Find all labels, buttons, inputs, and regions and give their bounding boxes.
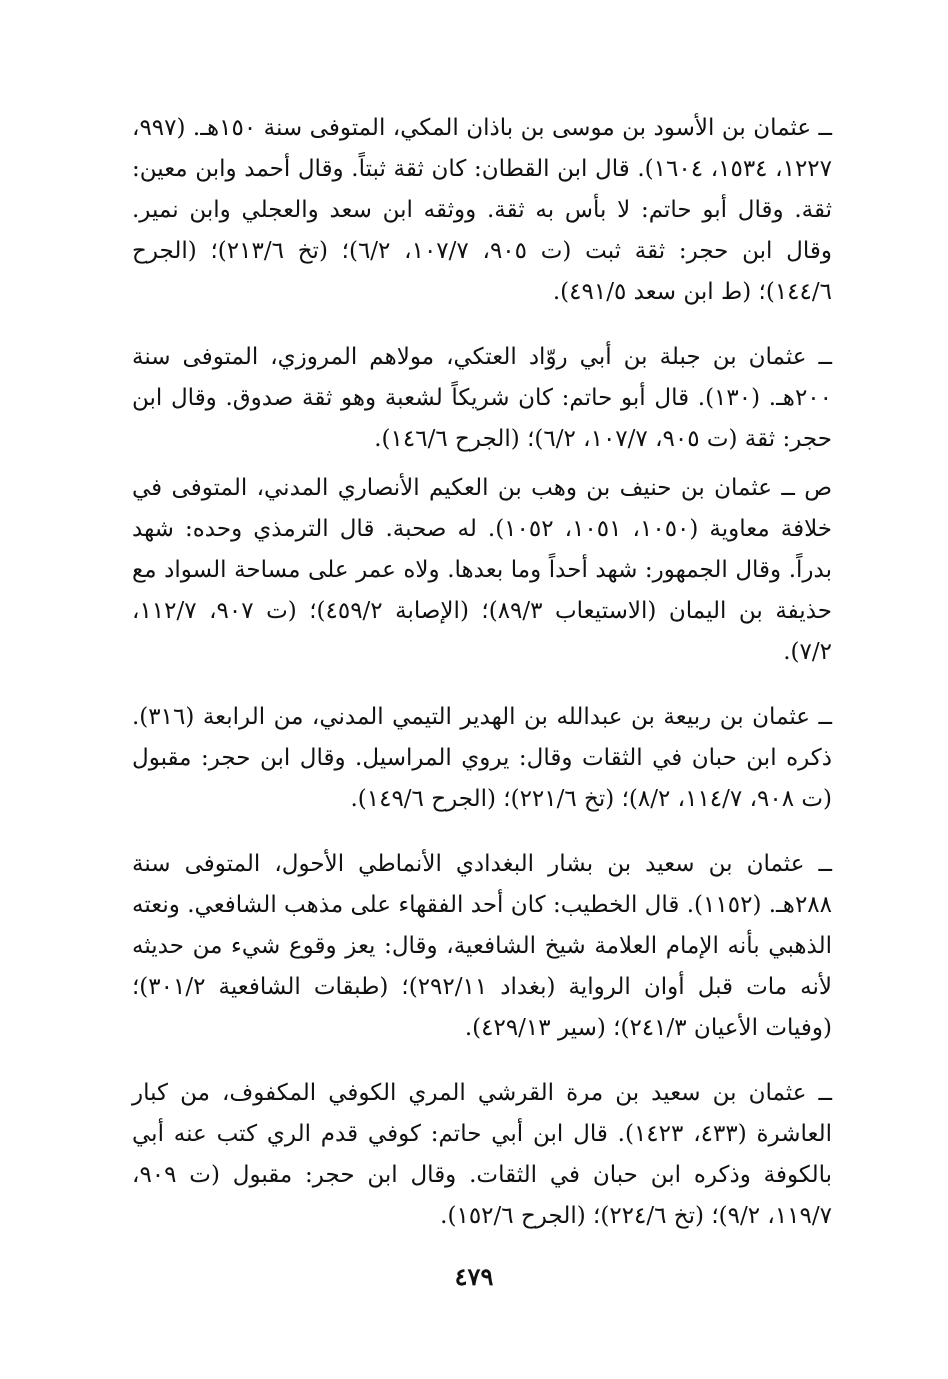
entry-uthman-ibn-said-ibn-bashar: ــ عثمان بن سعيد بن بشار البغدادي الأنماطي الأحول، المتوفى سنة ٢٨٨هـ. (١١٥٢). قال الخطيب: كان أحد الفقهاء على مذهب الشافعي. ونعته الذهبي بأنه الإمام العلامة شيخ الشافعية، وقال: يعز وقوع شيء من حديثه لأنه مات قبل أوان الرواية (بغداد ٢٩٢/١١)؛ (طبقات الشافعية ٣٠١/٢)؛ (وفيات الأعيان ٢٤١/٣)؛ (سير ٤٢٩/١٣). bbox=[132, 851, 832, 1041]
entry-spacer bbox=[132, 460, 832, 468]
entry-spacer bbox=[132, 313, 832, 337]
page-number: ٤٧٩ bbox=[454, 1262, 494, 1291]
entry-uthman-ibn-hunayf: ص ــ عثمان بن حنيف بن وهب بن العكيم الأنصاري المدني، المتوفى في خلافة معاوية (١٠٥٠، ١٠٥١، ١٠٥٢). له صحبة. قال الترمذي وحده: شهد بدراً. وقال الجمهور: شهد أحداً وما بعدها. ولاه عمر على مساحة السواد مع حذيفة بن اليمان (الاستيعاب ٨٩/٣)؛ (الإصابة ٤٥٩/٢)؛ (ت ٩٠٧، ١١٢/٧، ٧/٢). bbox=[132, 475, 833, 665]
entry-uthman-ibn-said-ibn-murra: ــ عثمان بن سعيد بن مرة القرشي المري الكوفي المكفوف، من كبار العاشرة (٤٣٣، ١٤٢٣). قال ابن أبي حاتم: كوفي قدم الري كتب عنه أبي بالكوفة وذكره ابن حبان في الثقات. وقال ابن حجر: مقبول (ت ٩٠٩، ١١٩/٧، ٩/٢)؛ (تخ ٢٢٤/٦)؛ (الجرح ١٥٢/٦). bbox=[132, 1080, 832, 1229]
entry-spacer bbox=[132, 673, 832, 697]
entry-uthman-ibn-jabala: ــ عثمان بن جبلة بن أبي روّاد العتكي، مولاهم المروزي، المتوفى سنة ٢٠٠هـ. (١٣٠). قال أبو حاتم: كان شريكاً لشعبة وهو ثقة صدوق. وقال ابن حجر: ثقة (ت ٩٠٥، ١٠٧/٧، ٦/٢)؛ (الجرح ١٤٦/٦). bbox=[132, 344, 832, 452]
entry-spacer bbox=[132, 1049, 832, 1073]
biography-entries bbox=[132, 108, 832, 1237]
entry-spacer bbox=[132, 820, 832, 844]
entry-uthman-ibn-al-aswad: ــ عثمان بن الأسود بن موسى بن باذان المكي، المتوفى سنة ١٥٠هـ. (٩٩٧، ١٢٢٧، ١٥٣٤، ١٦٠٤). قال ابن القطان: كان ثقة ثبتاً. وقال أحمد وابن معين: ثقة. وقال أبو حاتم: لا بأس به ثقة. ووثقه ابن سعد والعجلي وابن نمير. وقال ابن حجر: ثقة ثبت (ت ٩٠٥، ١٠٧/٧، ٦/٢)؛ (تخ ٢١٣/٦)؛ (الجرح ١٤٤/٦)؛ (ط ابن سعد ٤٩١/٥). bbox=[132, 115, 833, 305]
entry-uthman-ibn-rabia: ــ عثمان بن ربيعة بن عبدالله بن الهدير التيمي المدني، من الرابعة (٣١٦). ذكره ابن حبان في الثقات وقال: يروي المراسيل. وقال ابن حجر: مقبول (ت ٩٠٨، ١١٤/٧، ٨/٢)؛ (تخ ٢٢١/٦)؛ (الجرح ١٤٩/٦). bbox=[132, 704, 832, 812]
